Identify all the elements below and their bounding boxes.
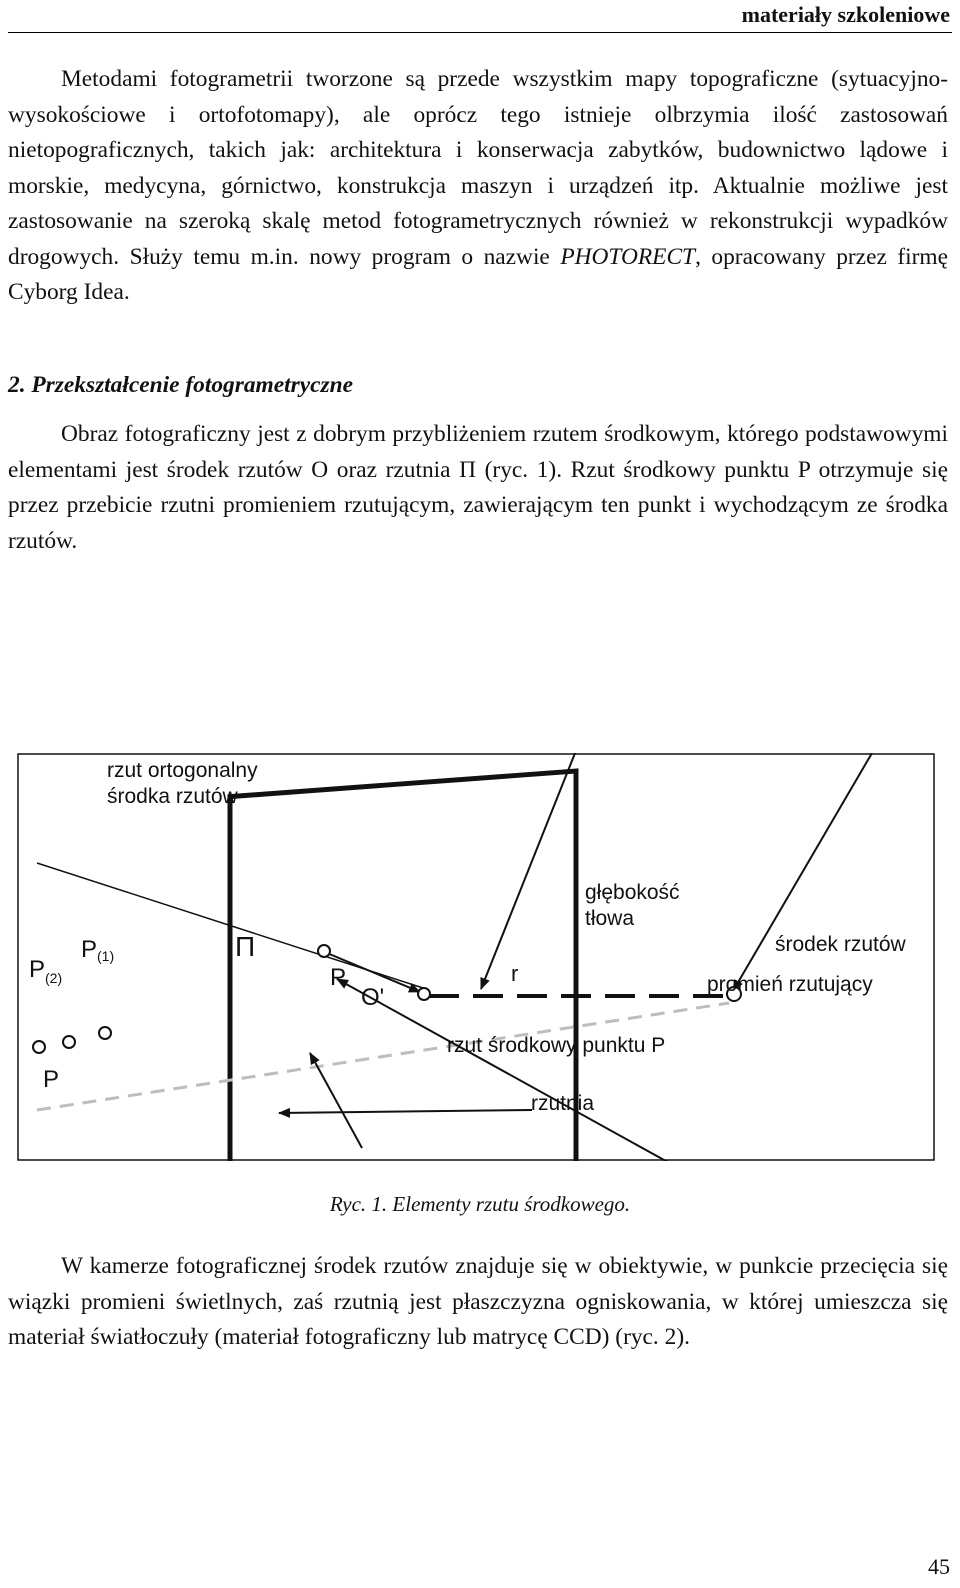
label-pi: Π — [235, 931, 256, 962]
arrow-ray — [337, 979, 702, 1161]
label-orthogonal-1: rzut ortogonalny — [107, 759, 258, 782]
label-depth-1: głębokość — [585, 881, 680, 904]
label-ray: promień rzutujący — [707, 973, 873, 996]
label-o-prime: O' — [361, 984, 385, 1011]
page-number: 45 — [928, 1554, 950, 1579]
figure-frame — [18, 754, 934, 1160]
arrow-central-projection — [310, 1053, 362, 1148]
label-p1 — [81, 936, 114, 964]
label-orthogonal-2: środka rzutów — [107, 785, 238, 808]
label-p2 — [29, 956, 62, 986]
intro-text: Metodami fotogrametrii tworzone są przede wszystkim mapy topograficzne (sytuacyjno-wysokościowe i ortofotomapy), ale oprócz tego istnieje olbrzymia ilość zastosowań nietopograficznych, takich jak: architektura i konserwacja zabytków, budownictwo lądowe i morskie, medycyna, górnictwo, konstrukcja maszyn i urządzeń itp. Aktualnie możliwe jest zastosowanie na szeroką skalę metod fotogrametrycznych również w rekonstrukcji wypadków drogowych. Służy temu m.in. nowy program o nazwie — [8, 66, 948, 270]
label-p-far: P — [43, 1066, 60, 1093]
header-rule — [8, 32, 952, 33]
section-text: Obraz fotograficzny jest z dobrym przybliżeniem rzutem środkowym, którego podstawowymi elementami jest środek rzutów O oraz rzutnia Π (ryc. 1). Rzut środkowy punktu P otrzymuje się przez przebicie rzutni promieniem rzutującym, zawierającym ten punkt i wychodzącym ze środka rzutów. — [8, 421, 948, 554]
label-p2-sub: (2) — [45, 970, 63, 986]
figure-central-projection — [17, 753, 935, 1161]
label-p2-letter: P — [29, 956, 46, 983]
figure-caption: Ryc. 1. Elementy rzutu środkowego. — [329, 1192, 631, 1216]
point-p2 — [63, 1036, 75, 1048]
section-heading: 2. Przekształcenie fotogrametryczne — [8, 372, 353, 398]
running-header: materiały szkoleniowe — [741, 2, 950, 27]
program-name: PHOTORECT — [560, 243, 696, 270]
camera-paragraph — [8, 1249, 948, 1356]
diagram-svg — [17, 753, 935, 1161]
point-on-plane — [318, 945, 330, 957]
label-r: r — [511, 961, 519, 986]
point-p-far — [33, 1041, 45, 1053]
label-central-projection: rzut środkowy punktu P — [447, 1034, 666, 1057]
label-depth-2: tłowa — [585, 907, 635, 930]
label-p1-letter: P — [81, 936, 98, 963]
camera-text: W kamerze fotograficznej środek rzutów znajduje się w obiektywie, w punkcie przecięcia się wiązki promieni świetlnych, zaś rzutnią jest płaszczyzna ogniskowania, w której umieszcza się materiał światłoczuły (materiał fotograficzny lub matrycę CCD) (ryc. 2). — [8, 1253, 948, 1350]
projection-plane — [230, 771, 576, 1161]
intro-text-end: , opracowany przez firmę Cyborg Idea. — [8, 243, 948, 305]
label-p-plane: P — [330, 964, 347, 991]
label-center: środek rzutów — [775, 933, 906, 956]
arrow-plane — [279, 1110, 532, 1113]
label-plane: rzutnia — [531, 1092, 595, 1115]
label-p1-sub: (1) — [97, 948, 115, 964]
point-o-prime — [418, 988, 430, 1000]
point-p1 — [99, 1027, 111, 1039]
section-paragraph — [8, 417, 948, 559]
intro-paragraph — [8, 62, 948, 311]
